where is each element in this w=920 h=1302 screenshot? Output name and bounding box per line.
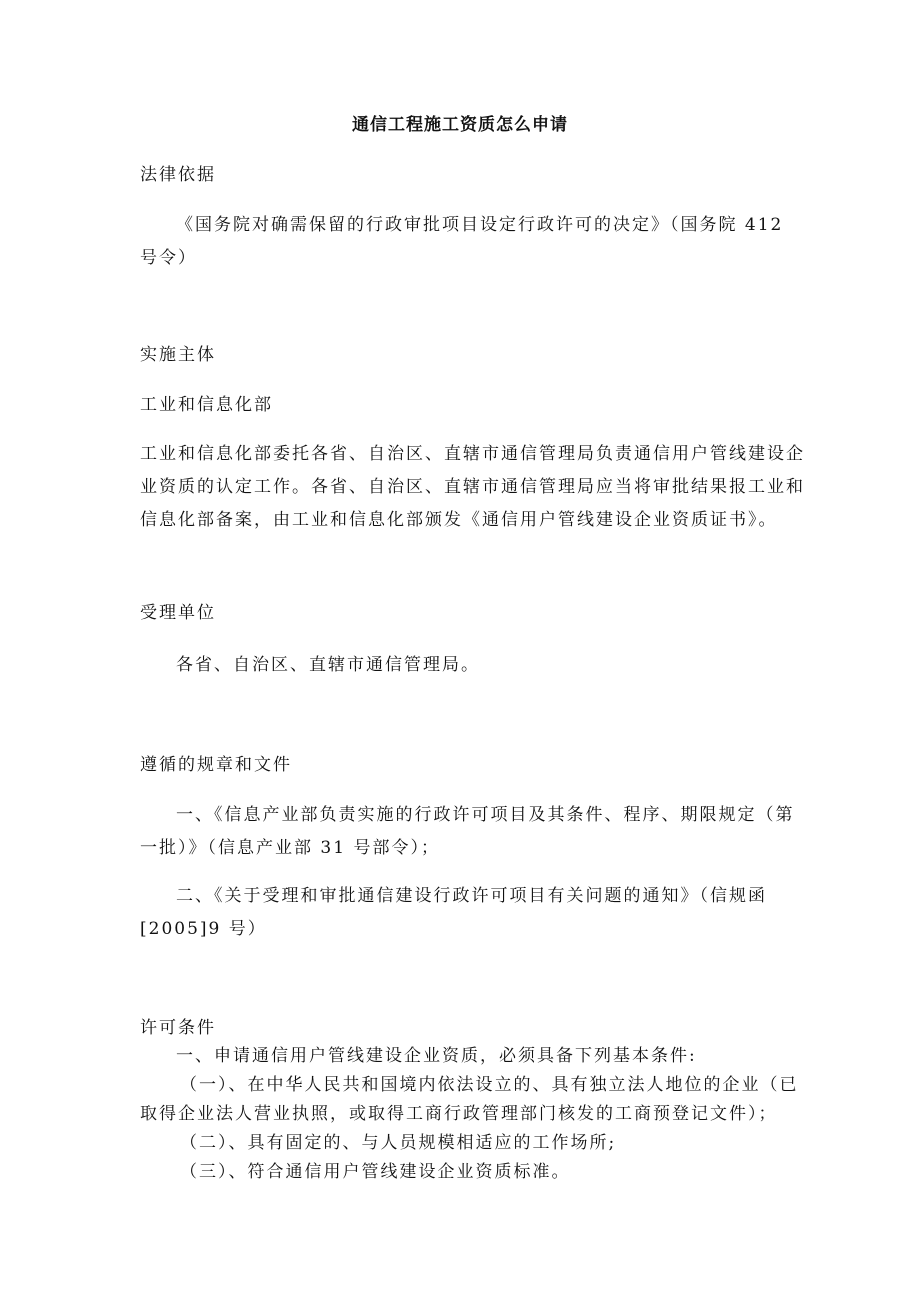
legal-basis-line-1: 《国务院对确需保留的行政审批项目设定行政许可的决定》（国务院 412 <box>176 215 784 235</box>
regulation-item-1-line-1: 一、《信息产业部负责实施的行政许可项目及其条件、程序、期限规定（第 <box>176 805 795 825</box>
implementing-body-name: 工业和信息化部 <box>140 395 273 415</box>
license-condition-3: （三）、符合通信用户管线建设企业资质标准。 <box>180 1162 571 1182</box>
accepting-unit-text: 各省、自治区、直辖市通信管理局。 <box>176 655 480 675</box>
regulation-item-1 <box>140 799 795 865</box>
regulation-item-2 <box>140 880 785 946</box>
section-heading-regulations: 遵循的规章和文件 <box>140 755 292 775</box>
section-heading-legal-basis: 法律依据 <box>140 165 216 185</box>
implementing-body-paragraph <box>140 438 805 537</box>
regulation-item-1-line-2: 一批）》（信息产业部 31 号部令）； <box>140 838 440 858</box>
license-condition-2: （二）、具有固定的、与人员规模相适应的工作场所; <box>180 1133 617 1153</box>
legal-basis-line-2: 号令） <box>140 248 197 268</box>
document-title: 通信工程施工资质怎么申请 <box>352 115 568 135</box>
license-conditions-intro: 一、申请通信用户管线建设企业资质，必须具备下列基本条件: <box>176 1046 697 1066</box>
implementing-body-line-1: 工业和信息化部委托各省、自治区、直辖市通信管理局负责通信用户管线建设企 <box>140 444 805 464</box>
section-heading-implementing-body: 实施主体 <box>140 345 216 365</box>
license-conditions-list <box>140 1042 799 1187</box>
license-condition-1-line-1: （一）、在中华人民共和国境内依法设立的、具有独立法人地位的企业（已 <box>180 1075 799 1095</box>
license-condition-1-line-2: 取得企业法人营业执照，或取得工商行政管理部门核发的工商预登记文件）； <box>140 1104 778 1124</box>
implementing-body-line-3: 信息化部备案，由工业和信息化部颁发《通信用户管线建设企业资质证书》。 <box>140 510 778 530</box>
regulation-item-2-line-1: 二、《关于受理和审批通信建设行政许可项目有关问题的通知》（信规函 <box>176 886 767 906</box>
regulation-item-2-line-2: [2005]9 号） <box>140 919 267 939</box>
section-heading-license-conditions: 许可条件 <box>140 1018 216 1038</box>
section-heading-accepting-unit: 受理单位 <box>140 603 216 623</box>
implementing-body-line-2: 业资质的认定工作。各省、自治区、直辖市通信管理局应当将审批结果报工业和 <box>140 477 805 497</box>
legal-basis-paragraph <box>140 209 785 275</box>
